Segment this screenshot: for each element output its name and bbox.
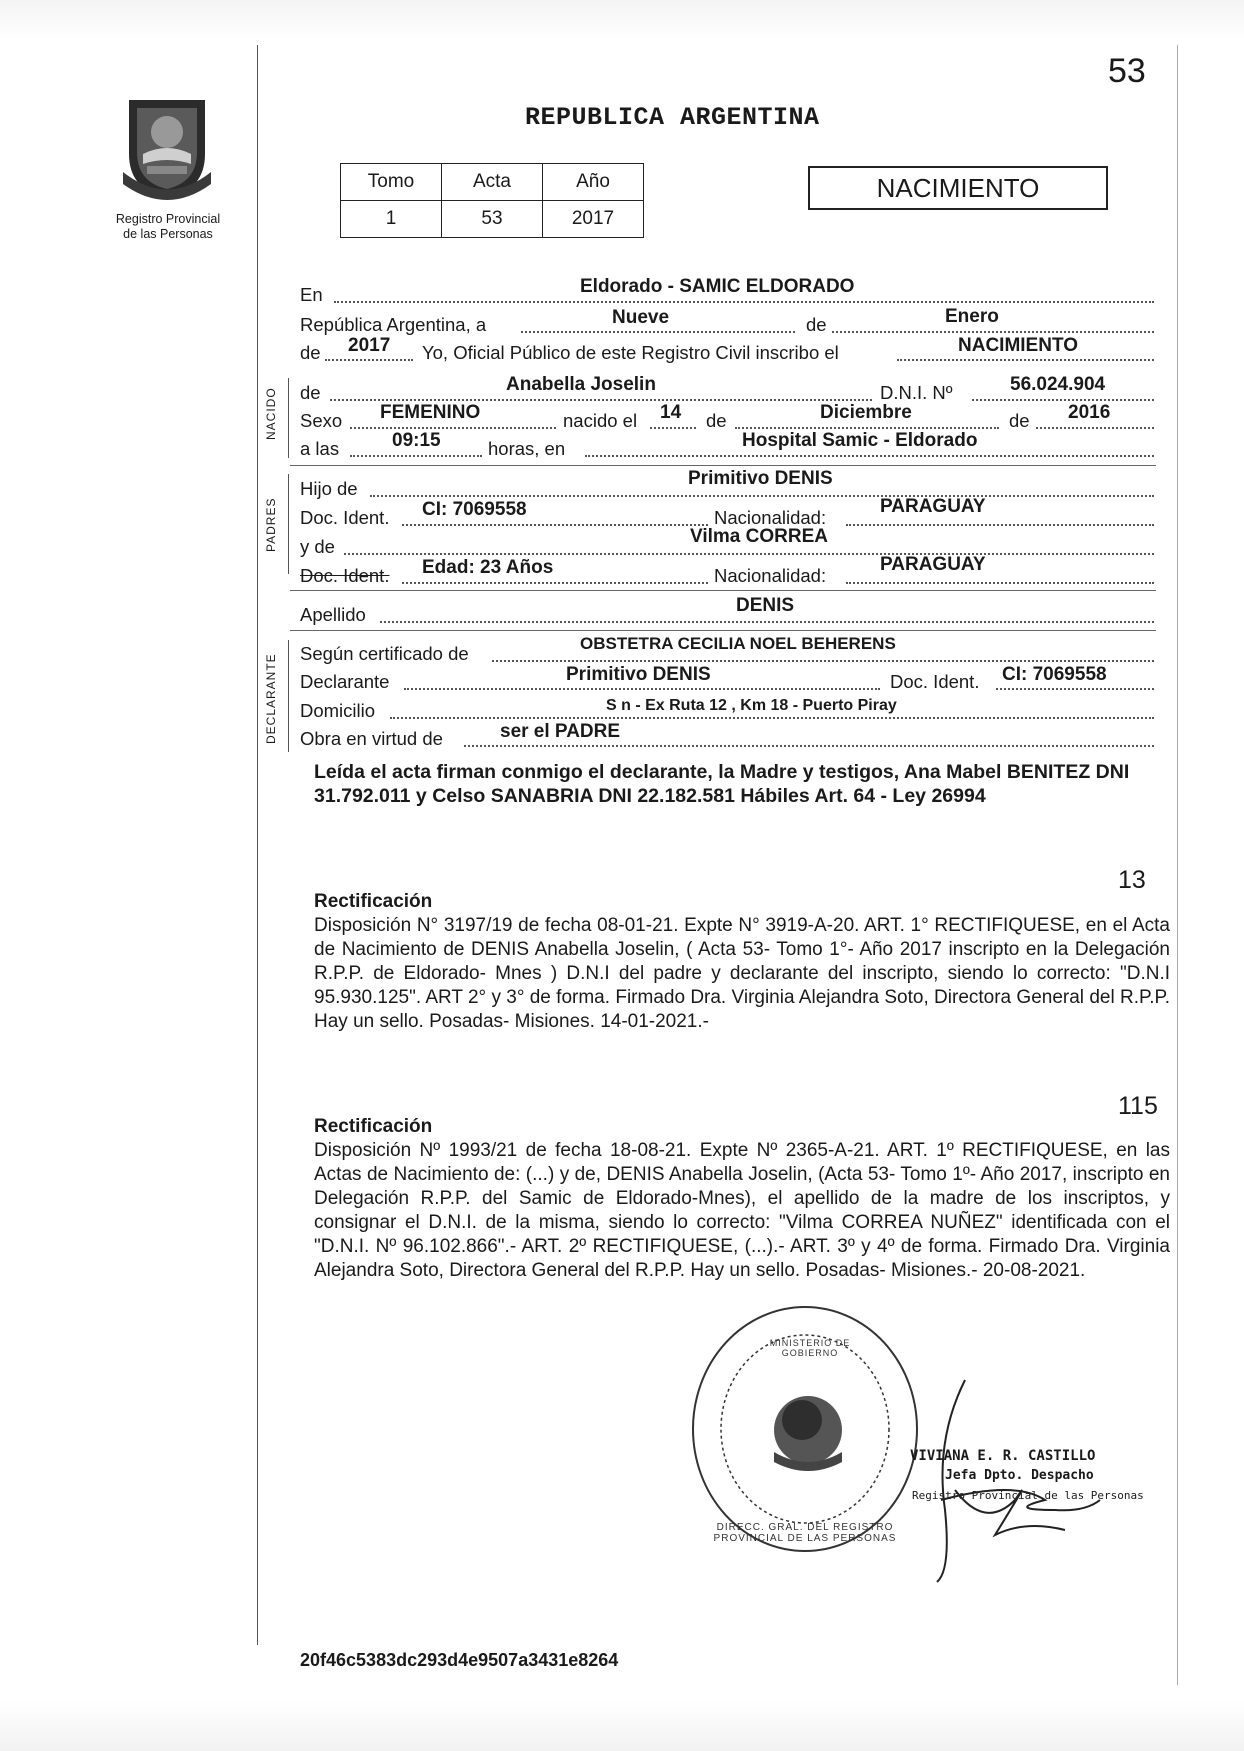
republica-label: República Argentina, a	[300, 314, 487, 335]
tomo-value: 1	[341, 201, 442, 238]
country-title: REPUBLICA ARGENTINA	[525, 103, 820, 132]
padre-value: Primitivo DENIS	[688, 468, 833, 489]
nombre-value: Anabella Joselin	[506, 374, 656, 395]
closing-paragraph: Leída el acta firman conmigo el declarante, la Madre y testigos, Ana Mabel BENITEZ DNI 31.792.011 y Celso SANABRIA DNI 22.182.581 Hábiles Art. 64 - Ley 26994	[314, 761, 1130, 807]
leader-dots	[370, 495, 1154, 497]
leader-dots	[492, 660, 1154, 662]
doc-label: Doc. Ident.	[300, 507, 390, 528]
sexo-label: Sexo	[300, 410, 343, 431]
sexo-value: FEMENINO	[380, 402, 481, 423]
logo-caption-line1: Registro Provincial	[115, 212, 221, 226]
leader-dots	[846, 524, 1154, 526]
leader-dots	[350, 427, 556, 429]
rectificacion-number: 115	[1118, 1092, 1158, 1120]
page-number: 53	[1108, 52, 1146, 90]
rectificacion-title: Rectificación	[314, 891, 433, 912]
leader-dots	[650, 427, 696, 429]
de-label: de	[706, 410, 727, 431]
declarante-doc-value: CI: 7069558	[1002, 664, 1107, 685]
domicilio-label: Domicilio	[300, 700, 376, 721]
padre-doc-value: CI: 7069558	[422, 499, 527, 520]
mes-value: Enero	[945, 306, 999, 327]
de-label-row2	[806, 314, 827, 336]
province-seal-logo	[117, 92, 217, 202]
obra-value: ser el PADRE	[500, 721, 621, 742]
leader-dots	[344, 553, 1154, 555]
apellido-label: Apellido	[300, 604, 366, 625]
doc-label	[300, 565, 389, 587]
record-type-box: NACIMIENTO	[808, 166, 1108, 210]
declarante-label: Declarante	[300, 671, 390, 692]
document-hash: 20f46c5383dc293d4e9507a3431e8264	[300, 1650, 619, 1670]
leader-dots	[1036, 427, 1154, 429]
dni-label: D.N.I. Nº	[880, 382, 953, 403]
de-label: de	[300, 382, 321, 403]
rectificacion-number: 13	[1118, 866, 1146, 894]
padre-nac-value: PARAGUAY	[880, 496, 986, 517]
tipo-value: NACIMIENTO	[958, 335, 1078, 356]
leader-dots	[390, 717, 1154, 719]
leader-dots	[464, 745, 1154, 747]
dia-value: Nueve	[612, 307, 670, 328]
doc-label-struck: Doc. Ident.	[300, 565, 390, 586]
leader-dots	[404, 688, 880, 690]
de-label: de	[806, 314, 827, 335]
logo-caption	[88, 212, 248, 242]
signer-name: VIVIANA E. R. CASTILLO	[910, 1448, 1096, 1464]
leader-dots	[735, 427, 999, 429]
anio-value: 2017	[543, 201, 644, 238]
leader-dots	[846, 582, 1154, 584]
rectificacion-body: Disposición N° 3197/19 de fecha 08-01-21. Expte N° 3919-A-20. ART. 1° RECTIFIQUESE, en el Acta de Nacimiento de DENIS Anabella Joselin, ( Acta 53- Tomo 1°- Año 2017 inscripto en la Delegación R.P.P. de Eldorado- Mnes ) D.N.I del padre y declarante del inscripto, siendo lo correcto: "D.N.I 95.930.125". ART 2° y 3° de forma. Firmado Dra. Virginia Alejandra Soto, Directora General del R.P.P. Hay un sello. Posadas- Misiones. 14-01-2021.-	[314, 915, 1170, 1032]
leader-dots	[380, 621, 1154, 623]
lugar-value: Eldorado - SAMIC ELDORADO	[580, 276, 855, 297]
horas-en-label: horas, en	[488, 438, 566, 459]
oficial-text: Yo, Oficial Público de este Registro Civil inscribo el	[422, 342, 839, 363]
nac-dia-value: 14	[660, 402, 682, 423]
nacido-label: nacido el	[563, 410, 638, 431]
row-nombre	[300, 382, 321, 404]
leader-dots	[325, 359, 413, 361]
declarante-bracket	[288, 640, 289, 752]
anio-header: Año	[543, 164, 644, 201]
side-label-padres: PADRES	[264, 497, 278, 552]
nac-mes-value: Diciembre	[820, 402, 912, 423]
side-label-nacido: NACIDO	[264, 387, 278, 440]
y-de-label: y de	[300, 536, 335, 557]
lugar-nac-value: Hospital Samic - Eldorado	[742, 430, 978, 451]
nacido-bracket	[288, 378, 289, 458]
logo-caption-line2: de las Personas	[123, 227, 213, 241]
en-label: En	[300, 284, 323, 305]
leader-dots	[585, 455, 1154, 457]
certificado-value: OBSTETRA CECILIA NOEL BEHERENS	[580, 634, 896, 653]
stamp-ring-text: DIRECC. GRAL. DEL REGISTRO PROVINCIAL DE LAS PERSONAS	[713, 1522, 897, 1544]
rectificacion-body: Disposición Nº 1993/21 de fecha 18-08-21. Expte Nº 2365-A-21. ART. 1º RECTIFIQUESE, en las Actas de Nacimiento de: (...) y de, DENIS Anabella Joselin, (Acta 53- Tomo 1º- Año 2017, inscripto en Delegación R.P.P. del Samic de Eldorado-Mnes), el apellido de la madre de los inscriptos, y consignar el D.N.I. de la misma, siendo lo correcto: "Vilma CORREA NUÑEZ" identificada con el "D.N.I. Nº 96.102.866".- ART. 2º RECTIFIQUESE, (...).- ART. 3º y 4º de forma. Firmado Dra. Virginia Alejandra Soto, Directora General del R.P.P. Hay un sello. Posadas- Misiones.- 20-08-2021.	[314, 1140, 1170, 1281]
separator-line	[290, 630, 1156, 631]
leader-dots	[330, 399, 872, 401]
de-label: de	[1009, 410, 1030, 431]
separator-line	[290, 465, 1156, 466]
acta-value: 53	[442, 201, 543, 238]
signer-role: Jefa Dpto. Despacho	[945, 1468, 1094, 1483]
leader-dots	[521, 331, 795, 333]
nacionalidad-label: Nacionalidad:	[714, 565, 827, 586]
signer-org: Registro Provincial de las Personas	[912, 1489, 1144, 1502]
acta-header: Acta	[442, 164, 543, 201]
certificado-label: Según certificado de	[300, 643, 469, 664]
doc-label: Doc. Ident.	[890, 671, 980, 692]
nac-anio-value: 2016	[1068, 402, 1111, 423]
leader-dots	[996, 688, 1154, 690]
apellido-value: DENIS	[736, 595, 795, 616]
domicilio-value: S n - Ex Ruta 12 , Km 18 - Puerto Piray	[606, 697, 897, 714]
right-margin-line	[1177, 45, 1178, 1685]
tomo-header: Tomo	[341, 164, 442, 201]
rectificacion-title: Rectificación	[314, 1116, 433, 1137]
madre-nac-value: PARAGUAY	[880, 554, 986, 575]
row-republica	[300, 314, 486, 336]
leader-dots	[897, 359, 1154, 361]
tomo-acta-anio-table	[340, 163, 644, 238]
anio-value: 2017	[348, 335, 391, 356]
stamp-inner-text: MINISTERIO DE GOBIERNO	[769, 1338, 851, 1358]
handwritten-signature	[895, 1360, 1115, 1590]
margin-line	[257, 45, 258, 1645]
hora-value: 09:15	[392, 430, 441, 451]
a-las-label: a las	[300, 438, 340, 459]
leader-dots	[402, 582, 708, 584]
dni-value: 56.024.904	[1010, 374, 1106, 395]
leader-dots	[350, 455, 482, 457]
separator-line	[290, 590, 1156, 591]
nacionalidad-label: Nacionalidad:	[714, 507, 827, 528]
leader-dots	[832, 331, 1154, 333]
row-en	[300, 284, 323, 306]
declarante-value: Primitivo DENIS	[566, 664, 711, 685]
madre-doc-value: Edad: 23 Años	[422, 557, 554, 578]
leader-dots	[334, 301, 1154, 303]
leader-dots	[972, 399, 1154, 401]
side-label-declarante: DECLARANTE	[264, 653, 278, 744]
de-label: de	[300, 342, 321, 363]
madre-value: Vilma CORREA	[690, 526, 828, 547]
obra-label: Obra en virtud de	[300, 728, 443, 749]
padres-bracket	[288, 474, 289, 574]
leader-dots	[402, 524, 708, 526]
hijo-label: Hijo de	[300, 478, 358, 499]
row-anio	[300, 342, 321, 364]
